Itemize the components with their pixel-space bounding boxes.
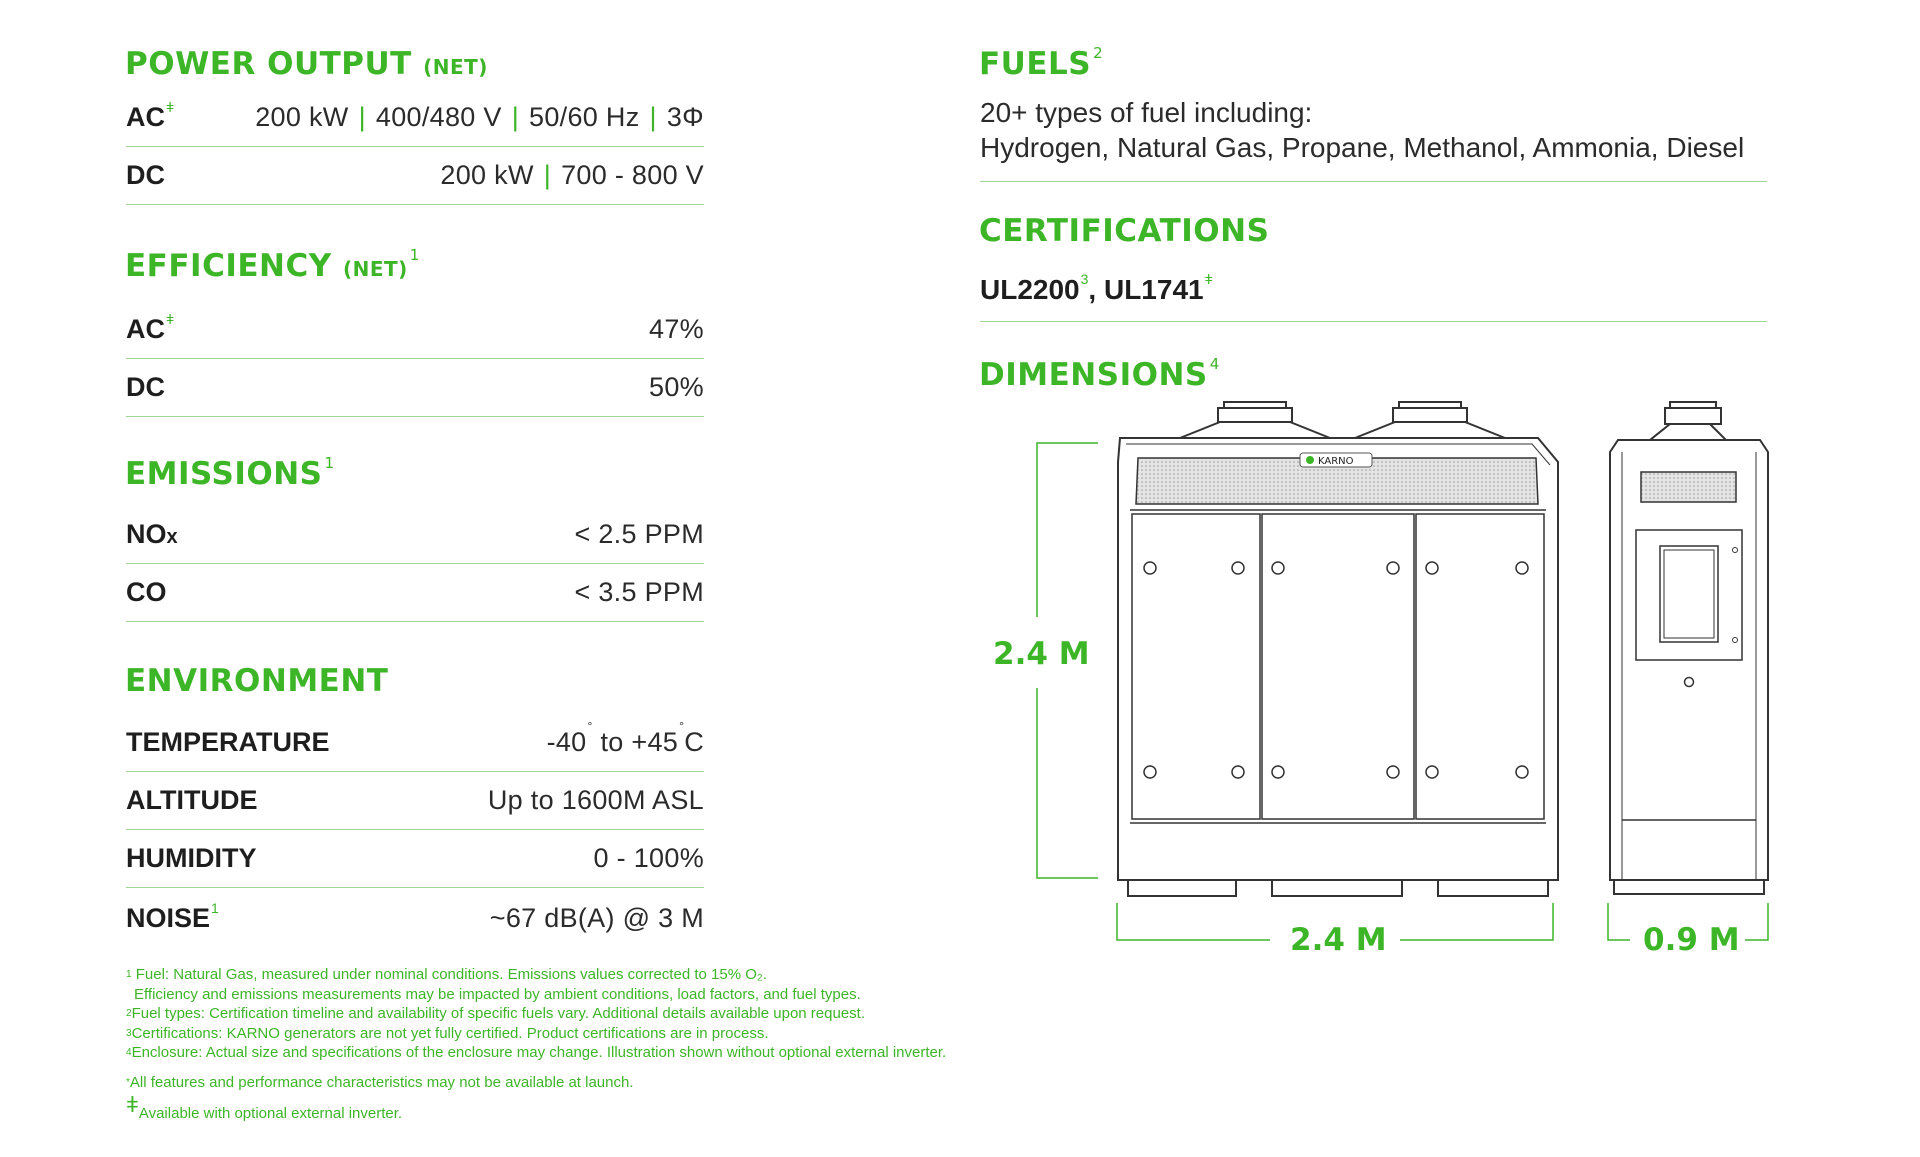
footnote-ref: 1 (211, 899, 219, 916)
power-ac-kw: 200 kW (255, 102, 349, 132)
humidity-label: HUMIDITY (126, 843, 257, 873)
environment-altitude-row (126, 772, 704, 830)
emissions-nox-subscript: x (166, 526, 178, 548)
emissions-nox-label: NO (126, 519, 167, 549)
power-ac-label: AC (126, 102, 165, 132)
fuels-divider (980, 181, 1767, 182)
dimension-depth-label: 0.9 M (1643, 922, 1740, 958)
environment-noise-row (126, 889, 704, 947)
footnote-ref: 3 (1080, 271, 1089, 287)
emissions-co-value: < 3.5 PPM (574, 577, 704, 607)
efficiency-dc-label: DC (126, 372, 165, 402)
power-dc-kw: 200 kW (440, 160, 534, 190)
generator-drawing (1030, 395, 1770, 965)
dimension-height-label: 2.4 M (993, 636, 1090, 672)
temperature-value: -40° to +45°C (546, 719, 704, 757)
altitude-label: ALTITUDE (126, 785, 258, 815)
power-dc-voltage: 700 - 800 V (561, 160, 704, 190)
efficiency-ac-label: AC (126, 314, 165, 344)
power-output-title: POWER OUTPUT (NET) (125, 46, 488, 82)
certifications-title: CERTIFICATIONS (979, 213, 1270, 249)
exhaust-stack-left (1180, 402, 1330, 438)
karno-logo-text: KARNO (1318, 456, 1354, 467)
front-view (1118, 402, 1558, 896)
noise-value: ~67 dB(A) @ 3 M (489, 902, 704, 933)
noise-label: NOISE (126, 902, 211, 933)
cert-ul2200: UL2200 (980, 274, 1080, 305)
fuels-line-1: 20+ types of fuel including: (980, 97, 1313, 128)
fuels-description (980, 95, 1744, 165)
height-dimension-line (1037, 443, 1098, 878)
temperature-label: TEMPERATURE (126, 727, 330, 757)
certifications-list: UL2200$^3$, $UL1741^ǂ$ (980, 271, 1213, 305)
cert-ul1741: UL1741 (1103, 274, 1204, 305)
power-dc-label: DC (126, 160, 165, 190)
environment-humidity-row (126, 830, 704, 888)
footnote-all-features: *All features and performance characteristics may not be available at launch. (126, 1073, 634, 1091)
fuels-line-2: Hydrogen, Natural Gas, Propane, Methanol, Ammonia, Diesel (980, 132, 1745, 163)
footnote-ref: 4 (1209, 355, 1220, 373)
efficiency-ac-value: 47% (649, 314, 704, 344)
certifications-divider (980, 321, 1767, 322)
humidity-value: 0 - 100% (593, 843, 704, 873)
emissions-nox-row (126, 506, 704, 564)
footnote-ref: 2 (1093, 44, 1104, 62)
emissions-nox-value: < 2.5 PPM (574, 519, 704, 549)
power-ac-row: $AC^ǂ$ 200 kW | 400/480 V | 50/60 Hz | 3Φ (126, 89, 704, 147)
environment-title: ENVIRONMENT (125, 663, 389, 699)
dimensions-title: DIMENSIONS $^4$ (979, 355, 1220, 393)
efficiency-dc-value: 50% (649, 372, 704, 402)
power-ac-frequency: 50/60 Hz (529, 102, 640, 132)
altitude-value: Up to 1600M ASL (487, 785, 704, 815)
dagger-mark: ǂ (166, 311, 175, 327)
efficiency-title: EFFICIENCY (NET)$^1$ (125, 246, 420, 284)
footnote-4: $^4$Enclosure: Actual size and specifications of the enclosure may change. Illustration shown without optional external inverter. (126, 1044, 947, 1062)
fuels-title: FUELS $^2$ (979, 44, 1104, 82)
efficiency-ac-row (126, 301, 704, 359)
power-dc-row: DC 200 kW | 700 - 800 V (126, 147, 704, 205)
emissions-co-label: CO (126, 577, 167, 607)
dagger-mark: ǂ (166, 99, 175, 115)
exhaust-stack-right (1355, 402, 1505, 438)
side-exhaust-stack (1650, 402, 1726, 440)
footnote-dagger: ǂAvailable with optional external inverter. (126, 1091, 403, 1122)
footnote-1: $^1$ Fuel: Natural Gas, measured under nominal conditions. Emissions values corrected to 15% O₂. (126, 966, 767, 983)
power-ac-voltage: 400/480 V (375, 102, 502, 132)
karno-logo (1300, 453, 1372, 467)
emissions-title: EMISSIONS $^1$ (125, 454, 335, 492)
dagger-mark: ǂ (1204, 271, 1213, 287)
emissions-co-row (126, 564, 704, 622)
depth-dimension-line (1608, 903, 1768, 940)
environment-temperature-row (126, 714, 704, 772)
footnote-3: $^3$Certifications: KARNO generators are not yet fully certified. Product certifications are in process. (126, 1024, 769, 1042)
footnote-2: $^2$Fuel types: Certification timeline and availability of specific fuels vary. Additional details available upon request. (126, 1005, 866, 1023)
footnote-ref: 1 (409, 246, 420, 264)
dimension-width-label: 2.4 M (1290, 922, 1387, 958)
efficiency-dc-row (126, 359, 704, 417)
power-ac-phase: 3Φ (666, 102, 704, 132)
footnotes (126, 965, 946, 1123)
side-view (1610, 402, 1768, 894)
footnote-1-continued: Efficiency and emissions measurements may be impacted by ambient conditions, load factors, and fuel types. (134, 985, 861, 1003)
width-dimension-line (1117, 903, 1553, 940)
footnote-ref: 1 (324, 454, 335, 472)
